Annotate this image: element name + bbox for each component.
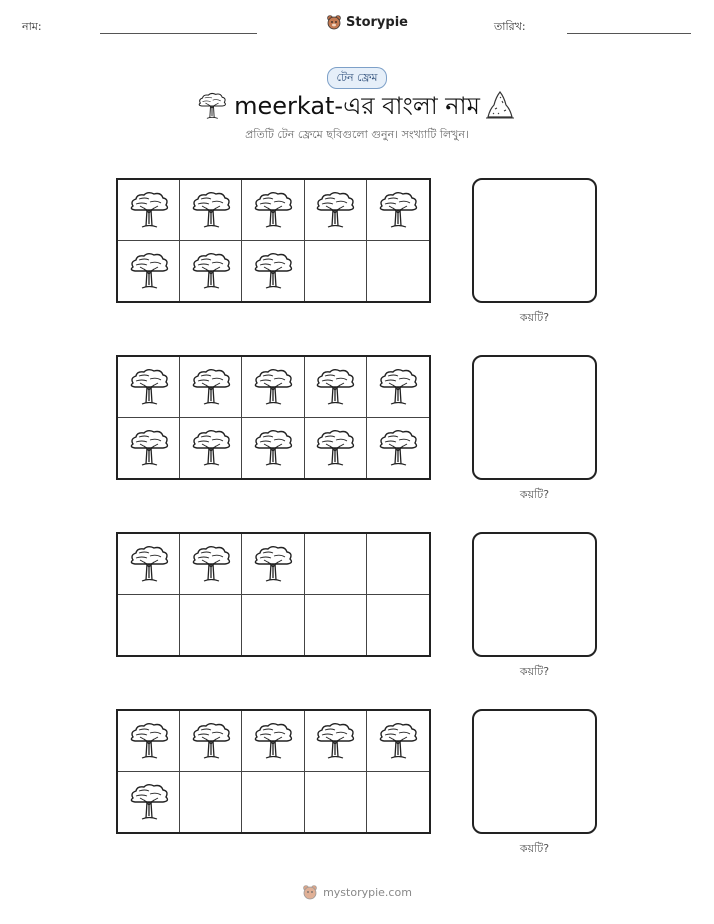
tree-icon [251,428,295,468]
frame-cell [118,595,180,656]
bear-logo-icon [326,14,342,30]
frame-cell [305,357,367,418]
tree-icon [251,190,295,230]
frame-cell [180,772,242,833]
tree-icon [127,190,171,230]
frame-cell [180,595,242,656]
brand-logo [326,14,408,30]
worksheet-badge: টেন ফ্রেম [327,67,387,89]
name-field[interactable] [100,33,257,34]
frame-cell [367,418,429,479]
frame-cell [367,180,429,241]
count-label: কয়টি? [519,311,550,324]
frame-cell [118,418,180,479]
answer-box[interactable] [472,178,597,303]
footer [0,884,714,900]
name-label: নাম: [22,20,42,33]
tree-icon [127,251,171,291]
frame-cell [305,241,367,302]
frame-cell [367,357,429,418]
tree-icon [376,367,420,407]
frame-cell [305,595,367,656]
answer-box[interactable] [472,709,597,834]
tree-icon [251,544,295,584]
frame-cell [305,711,367,772]
tree-icon [189,367,233,407]
tree-icon [376,190,420,230]
brand-name: Storypie [346,14,408,30]
frame-cell [242,595,304,656]
tree-icon [189,428,233,468]
frame-cell [305,534,367,595]
tree-icon [189,190,233,230]
tree-icon [313,367,357,407]
frame-cell [118,711,180,772]
frame-cell [367,772,429,833]
frame-cell [118,241,180,302]
tree-icon [127,721,171,761]
answer-box[interactable] [472,355,597,480]
frame-cell [305,772,367,833]
frame-cell [367,595,429,656]
frame-cell [118,772,180,833]
tree-icon [251,251,295,291]
frame-cell [180,357,242,418]
frame-cell [242,534,304,595]
count-label: কয়টি? [519,488,550,501]
frame-cell [367,534,429,595]
frame-cell [118,357,180,418]
frame-cell [242,418,304,479]
tree-icon [251,367,295,407]
frame-cell [242,772,304,833]
frame-cell [180,418,242,479]
count-label: কয়টি? [519,665,550,678]
frame-cell [180,711,242,772]
frame-cell [242,241,304,302]
tree-icon [376,428,420,468]
frame-cell [242,357,304,418]
tree-icon [313,721,357,761]
tree-icon [189,544,233,584]
tree-icon [127,367,171,407]
frame-cell [242,180,304,241]
frame-cell [367,241,429,302]
tree-icon [376,721,420,761]
ten-frame [116,355,431,480]
bear-logo-icon [302,884,318,900]
tree-icon [189,251,233,291]
frame-cell [180,180,242,241]
frame-cell [118,180,180,241]
tree-icon [127,544,171,584]
instructions: প্রতিটি টেন ফ্রেমে ছবিগুলো গুনুন। সংখ্যাটি লিখুন। [245,128,469,141]
frame-cell [118,534,180,595]
footer-url: mystorypie.com [323,885,412,899]
ten-frame [116,178,431,303]
ten-frame [116,532,431,657]
count-label: কয়টি? [519,842,550,855]
termite-mound-icon [484,89,516,121]
tree-icon [189,721,233,761]
frame-cell [242,711,304,772]
tree-icon [313,428,357,468]
frame-cell [180,241,242,302]
tree-icon [127,428,171,468]
frame-cell [180,534,242,595]
page-title: meerkat-এর বাংলা নাম [234,92,480,120]
tree-icon [251,721,295,761]
tree-icon [313,190,357,230]
frame-cell [305,180,367,241]
tree-icon [127,782,171,822]
date-label: তারিখ: [494,20,526,33]
answer-box[interactable] [472,532,597,657]
date-field[interactable] [567,33,691,34]
frame-cell [305,418,367,479]
frame-cell [367,711,429,772]
ten-frame [116,709,431,834]
